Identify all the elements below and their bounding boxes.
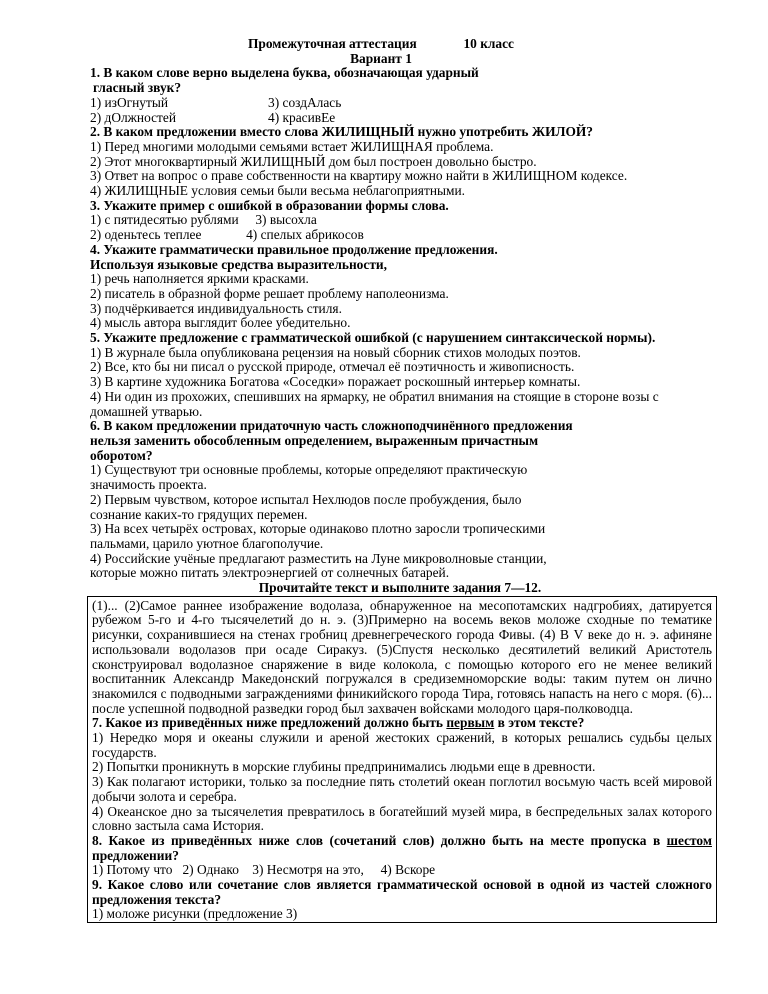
q6-option-2: 2) Первым чувством, которое испытал Нехлюдов после пробуждения, было <box>90 491 522 507</box>
q3-option-3: 3) высохла <box>255 212 317 228</box>
q4-stem: Используя языковые средства выразительности, <box>90 256 387 272</box>
q7-option-3: 3) Как полагают историки, только за последние пять столетий океан поглотил восьмую часть всей мировой добычи золота и серебра. <box>92 774 712 804</box>
text-intro: Прочитайте текст и выполните задания 7—12. <box>258 580 542 596</box>
q6-option-1-cont: значимость проекта. <box>90 477 207 493</box>
q2-option-1: 1) Перед многими молодыми семьями встает ЖИЛИЩНАЯ проблема. <box>90 138 494 154</box>
q1-option-2: 2) дОлжностей <box>90 109 177 125</box>
q7-title-b: в этом тексте? <box>494 715 585 731</box>
q6-option-2-cont: сознание каких-то грядущих перемен. <box>90 506 308 522</box>
q2-option-2: 2) Этот многоквартирный ЖИЛИЩНЫЙ дом был построен довольно быстро. <box>90 153 537 169</box>
q7-option-2: 2) Попытки проникнуть в морские глубины предпринимались людьми еще в древности. <box>92 759 596 775</box>
page-title: Промежуточная аттестация <box>247 36 417 51</box>
q4-option-4: 4) мысль автора выглядит более убедительно. <box>90 315 351 331</box>
q3-option-2: 2) оденьтесь теплее <box>90 227 202 243</box>
q4-option-1: 1) речь наполняется яркими красками. <box>90 271 309 287</box>
q8-title-underlined: шестом <box>666 832 712 848</box>
q8-title-b: предложении? <box>92 847 179 863</box>
q6-title-cont-1: нельзя заменить обособленным определением, выраженным причастным <box>90 432 539 448</box>
q8-options: 1) Потому что 2) Однако 3) Несмотря на это, 4) Вскоре <box>92 862 436 878</box>
q8-title-a: 8. Какое из приведённых ниже слов (сочетаний слов) должно быть на месте пропуска в <box>92 832 667 848</box>
q7-title <box>92 716 712 731</box>
q3-row-2 <box>90 228 710 243</box>
q1-option-1: 1) изОгнутый <box>90 94 168 110</box>
q3-option-1: 1) с пятидесятью рублями <box>90 212 239 228</box>
q1-option-4: 4) красивЕе <box>268 109 336 125</box>
q5-option-2: 2) Все, кто бы ни писал о русской природе, отмечал её поэтичность и живописность. <box>90 359 575 375</box>
q7-option-4: 4) Океанское дно за тысячелетия превратилось в богатейший музей мира, в беспредельных залах которого словно застыла сама История. <box>92 803 712 834</box>
q4-title: 4. Укажите грамматически правильное продолжение предложения. <box>90 241 498 257</box>
q1-row-2 <box>90 111 710 126</box>
q7-option-1: 1) Нередко моря и океаны служили и ареной жестоких сражений, в которых решались судьбы целых государств. <box>92 730 712 760</box>
q7-title-a: 7. Какое из приведённых ниже предложений должно быть <box>92 715 447 731</box>
q5-title: 5. Укажите предложение с грамматической ошибкой (с нарушением синтаксической нормы). <box>90 330 656 346</box>
q6-title-cont-2: оборотом? <box>90 447 153 463</box>
variant-label: Вариант 1 <box>350 50 412 66</box>
q8-title <box>92 834 712 863</box>
q3-title: 3. Укажите пример с ошибкой в образовании формы слова. <box>90 197 449 213</box>
q9-option-1: 1) моложе рисунки (предложение 3) <box>92 906 298 922</box>
q4-option-3: 3) подчёркивается индивидуальность стиля. <box>90 300 342 316</box>
q6-option-3-cont: пальмами, царило уютное благополучие. <box>90 535 324 551</box>
q5-option-4: 4) Ни один из прохожих, спешивших на ярмарку, не обратил внимания на стоящие в стороне возы с <box>90 388 659 404</box>
q6-option-4-cont: которые можно питать электроэнергией от солнечных батарей. <box>90 565 450 581</box>
q6-title: 6. В каком предложении придаточную часть сложноподчинённого предложения <box>90 418 573 434</box>
q9-title: 9. Какое слово или сочетание слов является грамматической основой в одной из частей сложного предложения текста? <box>92 877 712 907</box>
q7-title-underlined: первым <box>446 715 495 731</box>
grade-label: 10 класс <box>463 36 515 51</box>
q3-row-1 <box>90 213 710 228</box>
q1-title-cont: гласный звук? <box>93 80 182 96</box>
q4-option-2: 2) писатель в образной форме решает проблему наполеонизма. <box>90 285 449 301</box>
q5-option-1: 1) В журнале была опубликована рецензия на новый сборник стихов молодых поэтов. <box>90 344 581 360</box>
passage-text: (1)... (2)Самое раннее изображение водолаза, обнаруженное на месопотамских надгробиях, датируется рубежом 5-го и 4-го тысячелетий до н. э. (3)Примерно на восемь веков моложе сходные по тематике рисунки, сохранившиеся на стенах гробниц древнегреческого города Фивы. (4) В V веке до н. э. афиняне использовали водолазов при осаде Сиракуз. (5)Спустя несколько десятилетий великий Аристотель сконструировал водолазное снаряжение в виде колокола, с помощью которого его не менее великий воспитанник Александр Македонский погружался в средиземноморские воды: таким путем он лично знакомился с подводными заграждениями финикийского города Тира, готовясь напасть на него с моря. (6)... после успешной подводной разведки город был захвачен войсками молодого царя-полководца. <box>92 597 712 716</box>
q5-option-3: 3) В картине художника Богатова «Соседки» поражает роскошный интерьер комнаты. <box>90 374 581 390</box>
header-title-line <box>52 37 710 52</box>
q6-option-1: 1) Существуют три основные проблемы, которые определяют практическую <box>90 462 528 478</box>
q1-title: 1. В каком слове верно выделена буква, обозначающая ударный <box>90 65 479 81</box>
q2-option-4: 4) ЖИЛИЩНЫЕ условия семьи были весьма неблагоприятными. <box>90 183 465 199</box>
passage-box <box>87 596 717 923</box>
document-content <box>90 37 710 923</box>
q6-option-4: 4) Российские учёные предлагают разместить на Луне микроволновые станции, <box>90 550 547 566</box>
q2-title: 2. В каком предложении вместо слова ЖИЛИЩНЫЙ нужно употребить ЖИЛОЙ? <box>90 124 594 140</box>
q3-option-4: 4) спелых абрикосов <box>246 227 364 243</box>
q1-option-3: 3) создАлась <box>268 94 342 110</box>
q1-row-1 <box>90 96 710 111</box>
q2-option-3: 3) Ответ на вопрос о праве собственности на квартиру можно найти в ЖИЛИЩНОМ кодексе. <box>90 168 628 184</box>
q6-option-3: 3) На всех четырёх островах, которые одинаково плотно заросли тропическими <box>90 521 546 537</box>
q5-option-4-cont: домашней утварью. <box>90 403 203 419</box>
